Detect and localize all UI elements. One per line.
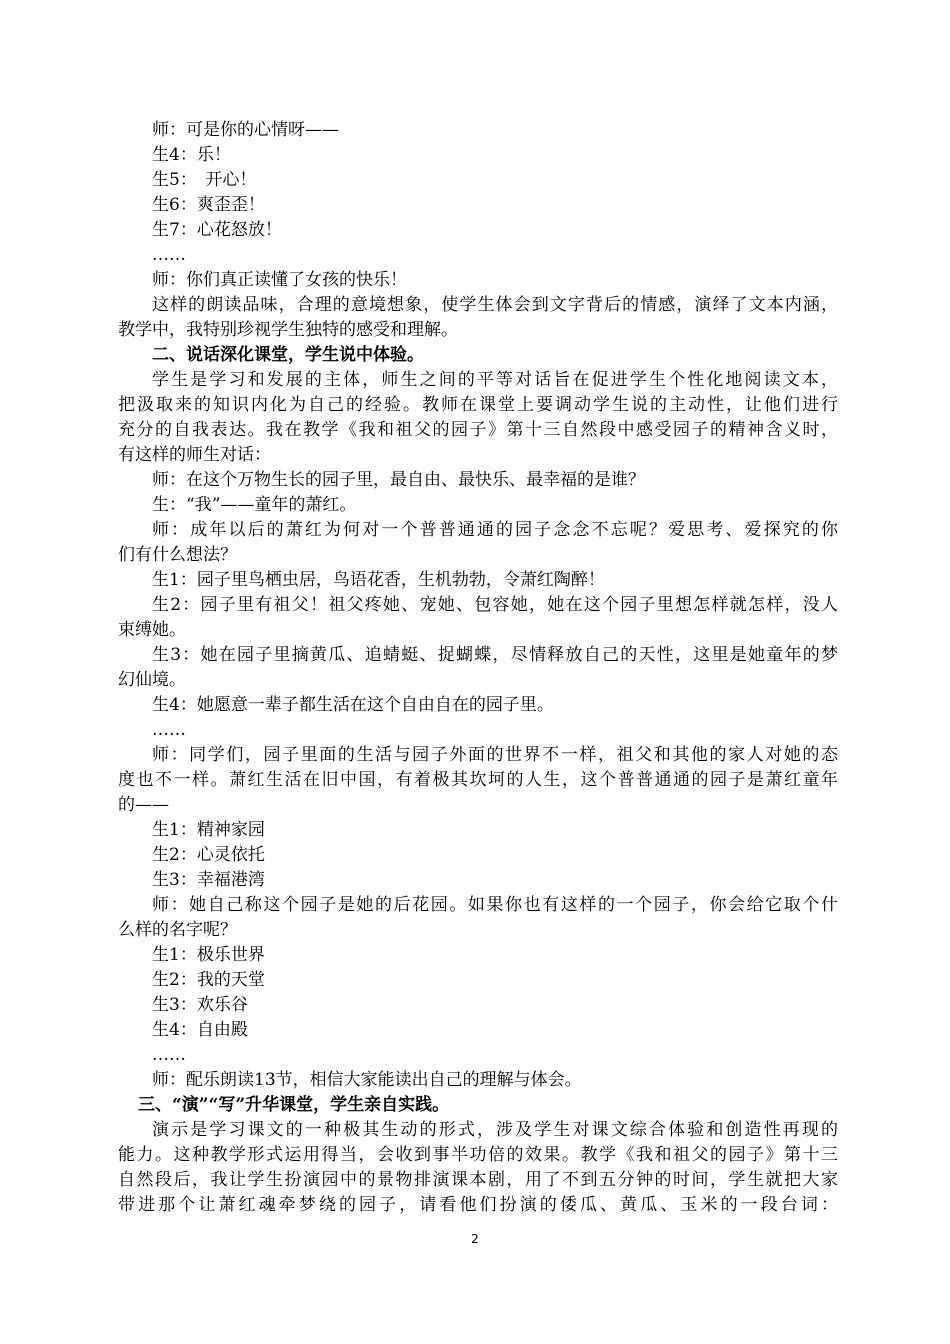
paragraph-line: 充分的自我表达。我在教学《我和祖父的园子》第十三自然段中感受园子的精神含义时， (118, 420, 838, 440)
paragraph-line: 把汲取来的知识内化为自己的经验。教师在课堂上要调动学生说的主动性，让他们进行 (118, 395, 838, 415)
ellipsis-line: …… (152, 720, 186, 740)
dialogue-line: 生2：园子里有祖父！祖父疼她、宠她、包容她，她在这个园子里想怎样就怎样，没人 (152, 595, 838, 615)
section-heading-3: 三、“演”“写”升华课堂，学生亲自实践。 (138, 1095, 450, 1115)
dialogue-line: 生3：她在园子里摘黄瓜、追蜻蜓、捉蝴蝶，尽情释放自己的天性，这里是她童年的梦 (152, 645, 838, 665)
dialogue-line: 生1：极乐世界 (152, 945, 265, 965)
dialogue-line: 师：在这个万物生长的园子里，最自由、最快乐、最幸福的是谁？ (152, 470, 645, 490)
paragraph-line: 有这样的师生对话： (118, 445, 271, 465)
ellipsis-line: …… (152, 245, 186, 265)
dialogue-line: 度也不一样。萧红生活在旧中国，有着极其坎坷的人生，这个普普通通的园子是萧红童年 (118, 770, 838, 790)
dialogue-line: 生3：幸福港湾 (152, 870, 265, 890)
paragraph-line: 能力。这种教学形式运用得当，会收到事半功倍的效果。教学《我和祖父的园子》第十三 (118, 1145, 838, 1165)
dialogue-line: 师：可是你的心情呀—— (152, 120, 339, 140)
paragraph-line: 带进那个让萧红魂牵梦绕的园子，请看他们扮演的倭瓜、黄瓜、玉米的一段台词： (118, 1195, 838, 1215)
dialogue-line: 的—— (118, 795, 169, 815)
dialogue-line: 师：配乐朗读13节，相信大家能读出自己的理解与体会。 (152, 1070, 582, 1090)
dialogue-line: 束缚她。 (118, 620, 186, 640)
dialogue-line: 生6：爽歪歪！ (152, 195, 265, 215)
dialogue-line: 么样的名字呢？ (118, 920, 237, 940)
dialogue-line: 生2：心灵依托 (152, 845, 265, 865)
paragraph-line: 这样的朗读品味，合理的意境想象，使学生体会到文字背后的情感，演绎了文本内涵， (152, 295, 838, 315)
paragraph-line: 学生是学习和发展的主体，师生之间的平等对话旨在促进学生个性化地阅读文本， (152, 370, 838, 390)
dialogue-line: 师：她自己称这个园子是她的后花园。如果你也有这样的一个园子，你会给它取个什 (152, 895, 838, 915)
dialogue-line: 生3：欢乐谷 (152, 995, 248, 1015)
dialogue-line: 生5： 开心！ (152, 170, 257, 190)
paragraph-line: 自然段后，我让学生扮演园中的景物排演课本剧，用了不到五分钟的时间，学生就把大家 (118, 1170, 838, 1190)
dialogue-line: 生7：心花怒放！ (152, 220, 282, 240)
dialogue-line: 师：成年以后的萧红为何对一个普普通通的园子念念不忘呢？爱思考、爱探究的你 (152, 520, 838, 540)
page-body (118, 118, 838, 1218)
dialogue-line: 师：你们真正读懂了女孩的快乐！ (152, 270, 407, 290)
dialogue-line: 生1：园子里鸟栖虫居，鸟语花香，生机勃勃，令萧红陶醉！ (152, 570, 605, 590)
dialogue-line: 生4：乐！ (152, 145, 231, 165)
dialogue-line: 师：同学们，园子里面的生活与园子外面的世界不一样，祖父和其他的家人对她的态 (152, 745, 838, 765)
dialogue-line: 生4：自由殿 (152, 1020, 248, 1040)
paragraph-line: 演示是学习课文的一种极其生动的形式，涉及学生对课文综合体验和创造性再现的 (152, 1120, 838, 1140)
dialogue-line: 们有什么想法？ (118, 545, 237, 565)
page-number: 2 (471, 1232, 479, 1246)
dialogue-line: 生：“我”——童年的萧红。 (152, 495, 357, 515)
dialogue-line: 幻仙境。 (118, 670, 186, 690)
section-heading-2: 二、说话深化课堂，学生说中体验。 (152, 345, 424, 365)
dialogue-line: 生4：她愿意一辈子都生活在这个自由自在的园子里。 (152, 695, 554, 715)
dialogue-line: 生2：我的天堂 (152, 970, 265, 990)
paragraph-line: 教学中，我特别珍视学生独特的感受和理解。 (118, 320, 458, 340)
ellipsis-line: …… (152, 1045, 186, 1065)
dialogue-line: 生1：精神家园 (152, 820, 265, 840)
